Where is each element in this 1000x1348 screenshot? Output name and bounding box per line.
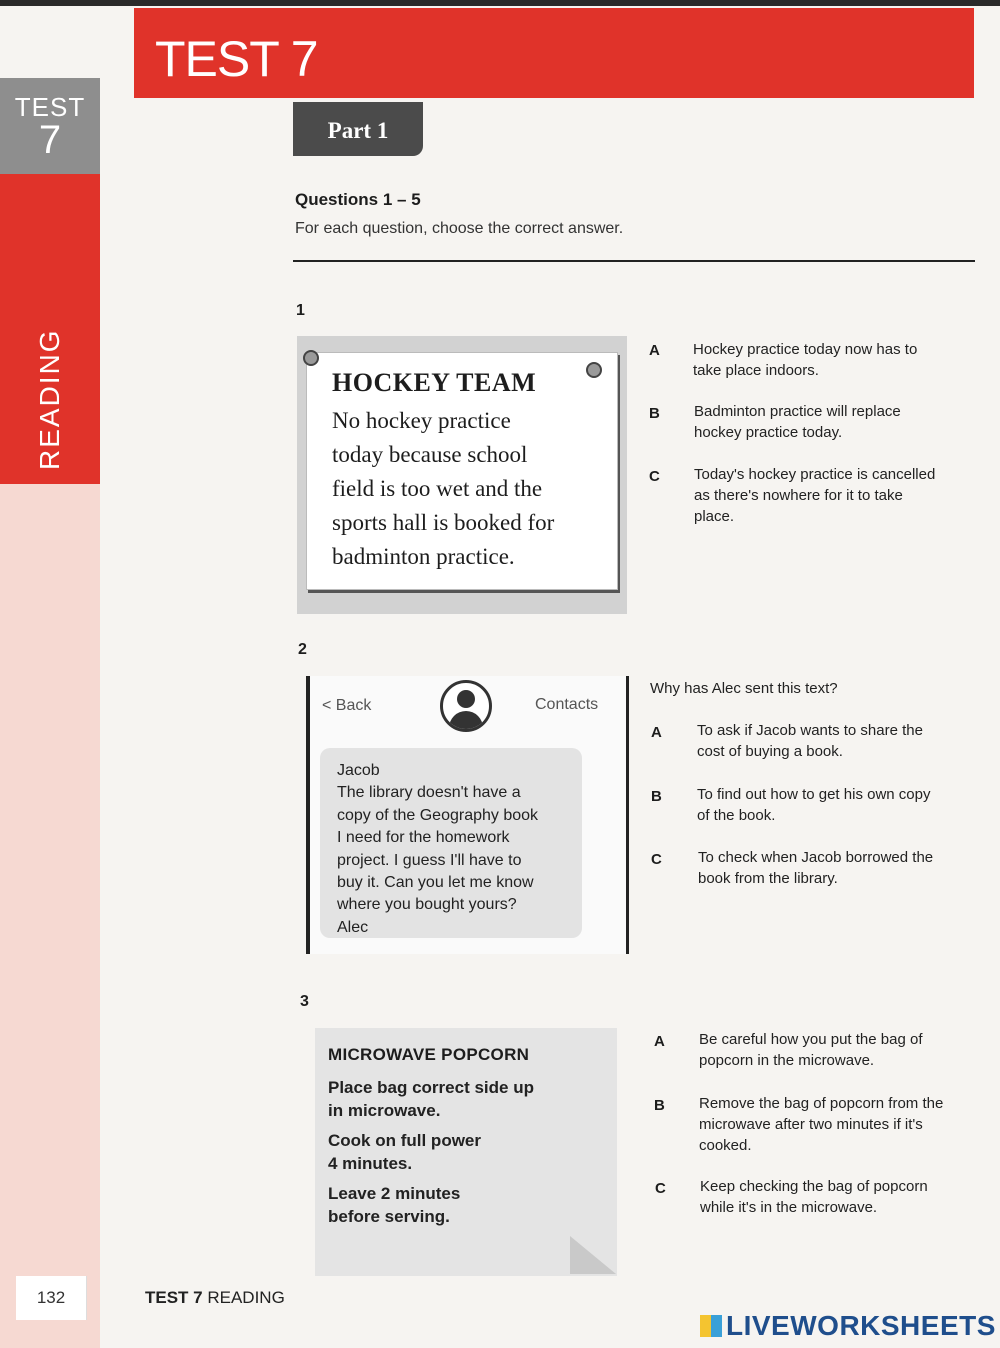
part-label: Part 1 <box>327 118 389 143</box>
pin-icon <box>586 362 602 378</box>
notice-title: HOCKEY TEAM <box>332 368 537 397</box>
pin-icon <box>303 350 319 366</box>
page-curl <box>570 1236 616 1274</box>
option-letter[interactable]: A <box>649 342 660 359</box>
side-tab-section: READING <box>34 328 65 470</box>
option-text[interactable] <box>699 1093 943 1156</box>
option-letter[interactable]: B <box>651 788 662 805</box>
step-line: 4 minutes. <box>328 1154 413 1173</box>
option-text[interactable] <box>694 401 901 443</box>
step-line: before serving. <box>328 1207 450 1226</box>
option-text[interactable] <box>698 847 933 889</box>
option-text[interactable] <box>700 1176 928 1218</box>
side-tab-test-label: TEST <box>14 92 86 122</box>
brand-icon <box>700 1315 722 1337</box>
message-line: Alec <box>337 918 369 936</box>
message-line: The library doesn't have a <box>337 784 521 802</box>
option-text[interactable] <box>693 339 917 381</box>
option-text[interactable] <box>697 784 930 826</box>
notice-body <box>332 404 612 574</box>
page-title: TEST 7 <box>155 31 318 87</box>
option-letter[interactable]: C <box>649 468 660 485</box>
option-line: To find out how to get his own copy <box>697 786 931 803</box>
option-line: cooked. <box>699 1137 752 1154</box>
option-line: Badminton practice will replace <box>694 403 901 420</box>
footer-label-rest: READING <box>202 1288 285 1307</box>
option-line: Remove the bag of popcorn from the <box>699 1095 944 1112</box>
popcorn-step <box>328 1129 578 1175</box>
instruction-text: For each question, choose the correct answer. <box>295 220 624 237</box>
notice-line: sports hall is booked for <box>332 510 555 535</box>
popcorn-title: MICROWAVE POPCORN <box>328 1045 530 1064</box>
option-line: To check when Jacob borrowed the <box>698 849 934 866</box>
footer-label-bold: TEST 7 <box>145 1288 203 1307</box>
question-text: Why has Alec sent this text? <box>650 680 838 697</box>
back-link: < Back <box>322 697 372 714</box>
option-letter[interactable]: C <box>655 1180 666 1197</box>
option-text[interactable] <box>697 720 923 762</box>
notice-line: today because school <box>332 442 528 467</box>
option-line: Be careful how you put the bag of <box>699 1031 923 1048</box>
option-text[interactable] <box>699 1029 922 1071</box>
option-line: To ask if Jacob wants to share the <box>697 722 923 739</box>
page-number: 132 <box>36 1288 66 1307</box>
question-number: 2 <box>298 641 307 658</box>
option-line: as there's nowhere for it to take <box>694 487 903 504</box>
notice-line: field is too wet and the <box>332 476 543 501</box>
questions-range: Questions 1 – 5 <box>295 190 421 209</box>
option-line: place. <box>694 508 735 525</box>
divider <box>293 260 975 262</box>
notice-line: No hockey practice <box>332 408 511 433</box>
step-line: Leave 2 minutes <box>328 1184 461 1203</box>
option-line: Hockey practice today now has to <box>693 341 918 358</box>
option-letter[interactable]: A <box>651 724 662 741</box>
option-letter[interactable]: A <box>654 1033 665 1050</box>
side-tab-test-number: 7 <box>38 118 62 162</box>
option-line: hockey practice today. <box>694 424 843 441</box>
message-line: buy it. Can you let me know <box>337 874 534 892</box>
option-letter[interactable]: C <box>651 851 662 868</box>
top-rule <box>0 0 1000 6</box>
option-letter[interactable]: B <box>649 405 660 422</box>
option-line: while it's in the microwave. <box>700 1199 878 1216</box>
option-line: Today's hockey practice is cancelled <box>694 466 936 483</box>
notice-line: badminton practice. <box>332 544 515 569</box>
message-line: Jacob <box>337 762 380 779</box>
question-number: 3 <box>300 993 309 1010</box>
question-number: 1 <box>296 302 305 319</box>
brand-name: LIVEWORKSHEETS <box>726 1310 996 1341</box>
option-line: book from the library. <box>698 870 838 887</box>
option-text[interactable] <box>694 464 935 527</box>
step-line: Cook on full power <box>328 1131 481 1150</box>
option-line: Keep checking the bag of popcorn <box>700 1178 928 1195</box>
brand-logo <box>700 1310 996 1342</box>
step-line: Place bag correct side up <box>328 1078 534 1097</box>
message-line: project. I guess I'll have to <box>337 851 522 869</box>
footer-label <box>145 1288 285 1308</box>
option-line: microwave after two minutes if it's <box>699 1116 923 1133</box>
message-line: copy of the Geography book <box>337 806 539 824</box>
step-line: in microwave. <box>328 1101 441 1120</box>
popcorn-step <box>328 1076 578 1122</box>
avatar-icon <box>440 680 492 732</box>
option-line: cost of buying a book. <box>697 743 843 760</box>
option-letter[interactable]: B <box>654 1097 665 1114</box>
option-line: take place indoors. <box>693 362 819 379</box>
option-line: popcorn in the microwave. <box>699 1052 875 1069</box>
option-line: of the book. <box>697 807 776 824</box>
contacts-link: Contacts <box>535 696 599 713</box>
message-line: where you bought yours? <box>337 896 517 914</box>
message-text <box>337 760 577 939</box>
popcorn-step <box>328 1182 578 1228</box>
message-line: I need for the homework <box>337 829 510 847</box>
